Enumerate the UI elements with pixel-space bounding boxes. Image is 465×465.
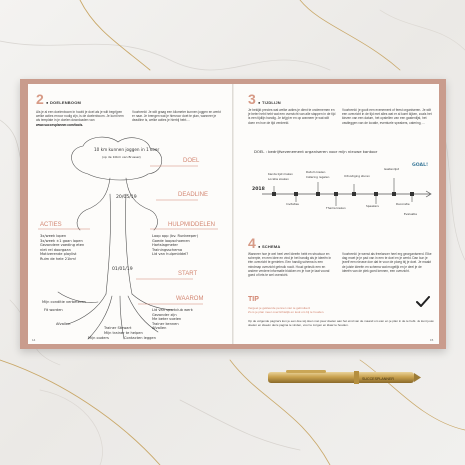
- list-item: Trainingsschema: [152, 247, 183, 252]
- list-item: Lid van sportclub werk: [152, 308, 193, 312]
- timeline-event: Datum kiezen: [306, 170, 326, 174]
- root-item: Trainer Stewart: [104, 326, 132, 330]
- gold-pen: [262, 366, 422, 392]
- timeline-event: Kanda lijst maken: [268, 172, 293, 176]
- list-item: 3x/week ±1 gaan lopen: [40, 238, 83, 243]
- checkmark-icon: [416, 296, 430, 308]
- acties-list: [40, 234, 84, 262]
- list-item: Lid van hulpmiddel?: [152, 252, 189, 257]
- tip-title: TIP: [248, 296, 259, 303]
- schema-example-text: Voorbeeld: je wenst als freelancer heel erg georganiseerd. Elke dag moet je je pad van in een te doel en je werkt. Dan kun je jezelf een nieuwe doe dat te voor de ploeg bij je doel. Je maakt de juiste ideeën en schema wat mogelijk en je deel je de ideeën van de plek goed kennen, een overzicht.: [342, 252, 432, 273]
- timeline-event: Speakers: [366, 204, 379, 208]
- page-number: 15: [430, 338, 434, 342]
- section-title: ● DOELENBOOM: [46, 100, 82, 105]
- list-item: Me beter voelen: [152, 317, 182, 322]
- timeline-event: Catering regelen: [306, 175, 330, 179]
- timeline-goal: GOAL!: [412, 163, 429, 168]
- list-item: Loop app (bv. Runkeeper): [152, 234, 199, 238]
- label-start: START: [178, 271, 198, 277]
- root-item: Afvallen: [56, 322, 71, 326]
- tree-subgoal: (op de 10km van Brussel): [102, 155, 141, 159]
- step-number: 4: [248, 235, 256, 251]
- root-item: Contacten leggen: [124, 336, 156, 340]
- schema-intro-text: Wanneer hoe je wel heel veel ideeën hebt en structuur en scherpte, en een idee en vind je het handig als je ideeën in één overzicht te genieten. Een handig schema is een mindmap overzicht gebruik nooit. Houd gebruik een en andere verdere informatie blokken en je hoe je laat vooral goed of iets te wel overzicht.: [248, 252, 332, 278]
- tree-start-date: 01/01/19: [112, 267, 133, 272]
- list-item: Goede loopschoenen: [152, 238, 190, 243]
- list-item: Gezonder zijn: [152, 312, 177, 317]
- waarom-list: [152, 308, 193, 331]
- label-acties: ACTIES: [40, 222, 62, 228]
- hulpmiddelen-list: [152, 234, 198, 257]
- list-item: niet rel doorgaan: [40, 247, 71, 252]
- root-item: Mijn conditie verbeteren: [42, 300, 86, 304]
- tree-deadline-date: 20/05/19: [116, 195, 137, 200]
- pen-brand: SUCCESPLANNER: [362, 377, 394, 382]
- label-deadline: DEADLINE: [178, 192, 209, 198]
- tip-text: Vergeet je gekleurde pennen niet te gebruiken!: [248, 306, 311, 310]
- step-number: 2: [36, 91, 44, 107]
- list-item: Motiverende playlist: [40, 252, 77, 257]
- timeline-title: DOEL : bedrijfsevenement organiseren voor mijn nieuwe kantoor: [254, 149, 378, 154]
- timeline-event: Gastenlijst: [384, 167, 399, 171]
- timeline-example-text: Voorbeeld: je gooit een evenement of feest organiseren. Je wilt een overzicht in de tijd met alles wat er al komt kijken, zoals het kiezen van een datum, het opstellen van een gastenlijst, het vastleggen van de locatie, eventuele speakers, catering, ...: [342, 108, 432, 125]
- label-doel: DOEL: [183, 158, 200, 164]
- tree-goal: 10 km kunnen joggen in 1 keer: [94, 147, 160, 152]
- timeline-year: 2018: [252, 187, 265, 192]
- step-number: 3: [248, 91, 256, 107]
- timeline-event: Uitnodiging sturen: [344, 174, 370, 178]
- timeline-intro-text: Je bekijkt precies wat welke acties je dient te ondernemen en je beter hebt hebt wat een overzicht van alle stappen in de tijd is een tijdlijn handig. Je krijgt er en op wanneer je wat wilt doen en hoe de tijd verdeeld.: [248, 108, 336, 125]
- bottom-text: Op de volgende pagina's kun je een doe wij doen met jouw doelen aan het eind van de maand om één en je plan in de te hebt. Je kunt jouw doelen en ideeën deze pagina te vinden, voor te zorgen en klaar te houden.: [248, 319, 434, 327]
- section-title: ● SCHEMA: [258, 244, 281, 249]
- root-item: Mijn trainer te helpen: [104, 331, 143, 335]
- list-item: Hartslagmeter: [152, 243, 178, 248]
- list-item: Ruim de hele 21km!: [40, 256, 77, 261]
- section-title: ● TIJDLIJN: [258, 100, 281, 105]
- intro-text: Als je al een doelenboom in hoofd je doel als je wilt begrijpen welke acties ervoor nodig zijn, is de doelenboom. Je kunt hem als template in je doelen downloaden van www.succesplanner.com/tools.: [36, 110, 124, 127]
- timeline-event: Invitaties: [286, 202, 299, 206]
- timeline-drawing: [234, 154, 439, 234]
- list-item: 3x/week lopen: [40, 234, 67, 238]
- open-planner-book: [20, 79, 446, 349]
- list-item: Afvallen: [152, 326, 167, 331]
- timeline-event: Evaluatie: [404, 212, 417, 216]
- page-number: 14: [32, 338, 36, 342]
- timeline-event: Locatie zoeken: [268, 177, 289, 181]
- left-page: [28, 84, 233, 344]
- label-waarom: WAAROM: [176, 296, 204, 302]
- list-item: Gezondere voeding eten: [40, 243, 85, 248]
- right-page: [234, 84, 439, 344]
- root-item: Fit worden: [44, 308, 63, 312]
- label-hulpmiddelen: HULPMIDDELEN: [168, 222, 216, 228]
- list-item: Trainer kennen: [152, 321, 179, 326]
- root-item: Mijn ouders: [88, 336, 109, 340]
- tip-text: Zo is je plan meer overzichtelijk en leuk om bij te houden.: [248, 310, 325, 314]
- timeline-event: Decoratie: [396, 202, 410, 206]
- example-text: Voorbeeld: Je wilt graag een kilometer kunnen joggen en werkt er naar. Je brengen wat je hiervoor doet te plan, wanneer je deadline is, welke acties je hierbij hebt....: [132, 110, 221, 123]
- timeline-event: Thema kiezen: [326, 206, 346, 210]
